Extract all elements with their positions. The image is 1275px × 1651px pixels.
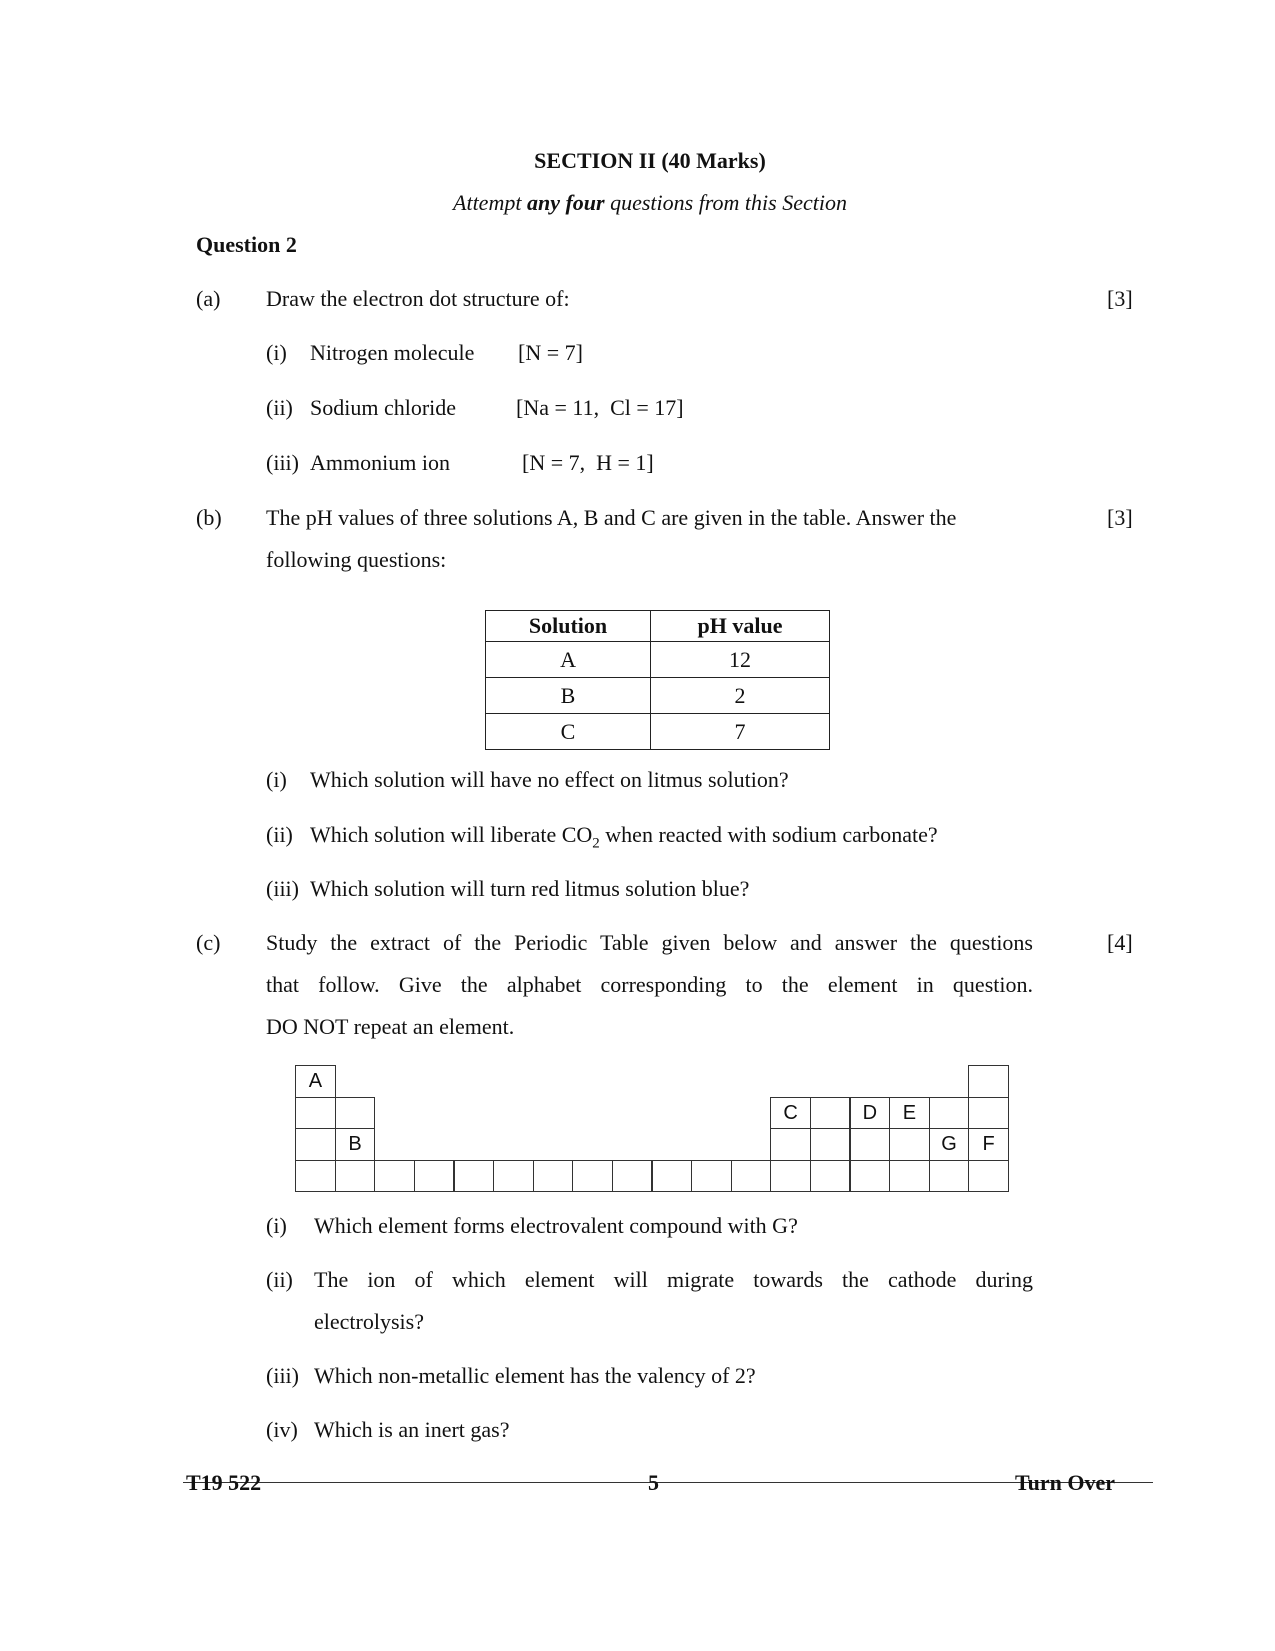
periodic-cell — [414, 1160, 455, 1193]
part-a-text: Draw the electron dot structure of: — [266, 286, 570, 311]
periodic-cell — [889, 1128, 930, 1161]
periodic-cell — [968, 1065, 1009, 1098]
ph-table-cell: B — [486, 678, 651, 714]
part-a-label: (a) — [196, 286, 221, 311]
part-a-item-num: (i) — [266, 340, 287, 365]
periodic-cell-b: B — [335, 1128, 376, 1161]
periodic-cell-e: E — [889, 1097, 930, 1130]
periodic-cell — [533, 1160, 574, 1193]
periodic-cell — [770, 1160, 811, 1193]
part-c-marks: [4] — [1107, 930, 1133, 955]
part-c-text-line2: that follow. Give the alphabet corresponding to the element in question. — [266, 972, 1033, 997]
periodic-cell — [968, 1160, 1009, 1193]
periodic-cell-a: A — [295, 1065, 336, 1098]
periodic-cell — [770, 1128, 811, 1161]
periodic-cell — [691, 1160, 732, 1193]
periodic-cell — [453, 1160, 494, 1193]
part-a-item-data: [Na = 11, Cl = 17] — [516, 395, 684, 420]
periodic-cell — [493, 1160, 534, 1193]
part-b-item-num: (i) — [266, 767, 287, 792]
ph-table-header-row — [486, 611, 830, 642]
part-a-marks: [3] — [1107, 286, 1133, 311]
part-c-item-num: (iii) — [266, 1363, 299, 1388]
part-b-item-num: (iii) — [266, 876, 299, 901]
footer-code: T19 522 — [186, 1470, 262, 1495]
part-b-item-text: Which solution will liberate $CO_2$ when reacted with sodium carbonate? — [310, 822, 938, 852]
part-b-label: (b) — [196, 505, 222, 530]
question-title: Question 2 — [196, 232, 297, 257]
periodic-cell — [731, 1160, 772, 1193]
periodic-cell — [335, 1097, 376, 1130]
section-title: SECTION II (40 Marks) — [534, 148, 766, 173]
periodic-cell — [335, 1160, 376, 1193]
part-c-item-num: (iv) — [266, 1417, 298, 1442]
periodic-cell — [295, 1128, 336, 1161]
periodic-cell — [929, 1097, 970, 1130]
ph-table-cell: 2 — [651, 678, 830, 714]
ph-table-cell: 12 — [651, 642, 830, 678]
part-b-item-text: Which solution will turn red litmus solution blue? — [310, 876, 750, 901]
part-b-text-line1: The pH values of three solutions A, B and C are given in the table. Answer the — [266, 505, 957, 530]
part-b-marks: [3] — [1107, 505, 1133, 530]
periodic-cell — [295, 1097, 336, 1130]
part-a-item-num: (iii) — [266, 450, 299, 475]
table-row — [486, 642, 830, 678]
table-row — [486, 714, 830, 750]
periodic-cell — [889, 1160, 930, 1193]
part-a-item-data: [N = 7, H = 1] — [522, 450, 654, 475]
periodic-cell — [572, 1160, 613, 1193]
part-b-item-text: Which solution will have no effect on litmus solution? — [310, 767, 789, 792]
periodic-cell-c: C — [770, 1097, 811, 1130]
periodic-cell — [810, 1128, 851, 1161]
part-a-item-data: [N = 7] — [518, 340, 583, 365]
footer-turn-over: Turn Over — [1015, 1470, 1116, 1495]
ph-table — [485, 610, 830, 750]
part-a-item-num: (ii) — [266, 395, 293, 420]
ph-table-cell: C — [486, 714, 651, 750]
part-c-item-text: The ion of which element will migrate towards the cathode during — [314, 1267, 1033, 1292]
ph-table-header: Solution — [486, 611, 651, 642]
part-c-item-text: Which is an inert gas? — [314, 1417, 510, 1442]
periodic-cell-g: G — [929, 1128, 970, 1161]
part-c-item-num: (ii) — [266, 1267, 293, 1292]
part-c-label: (c) — [196, 930, 221, 955]
part-b-text-line2: following questions: — [266, 547, 447, 572]
part-c-item-text: Which element forms electrovalent compound with G? — [314, 1213, 798, 1238]
part-c-text-line3: DO NOT repeat an element. — [266, 1014, 515, 1039]
footer-rule — [183, 1482, 1153, 1483]
ph-table-cell: A — [486, 642, 651, 678]
periodic-cell — [849, 1128, 890, 1161]
periodic-cell — [612, 1160, 653, 1193]
part-b-item-num: (ii) — [266, 822, 293, 847]
periodic-cell — [849, 1160, 890, 1193]
periodic-cell — [295, 1160, 336, 1193]
ph-table-header: pH value — [651, 611, 830, 642]
page-number: 5 — [648, 1470, 659, 1495]
part-c-item-text: electrolysis? — [314, 1309, 424, 1334]
periodic-cell — [651, 1160, 692, 1193]
periodic-cell — [929, 1160, 970, 1193]
part-a-item-name: Nitrogen molecule — [310, 340, 475, 365]
part-c-text-line1: Study the extract of the Periodic Table given below and answer the questions — [266, 930, 1033, 955]
section-instruction: Attempt any four questions from this Section — [453, 190, 847, 215]
periodic-cell-f: F — [968, 1128, 1009, 1161]
periodic-cell — [810, 1160, 851, 1193]
periodic-cell — [810, 1097, 851, 1130]
table-row — [486, 678, 830, 714]
periodic-cell — [968, 1097, 1009, 1130]
periodic-cell — [374, 1160, 415, 1193]
part-c-item-text: Which non-metallic element has the valency of 2? — [314, 1363, 756, 1388]
periodic-cell-d: D — [849, 1097, 890, 1130]
ph-table-cell: 7 — [651, 714, 830, 750]
part-a-item-name: Ammonium ion — [310, 450, 450, 475]
part-c-item-num: (i) — [266, 1213, 287, 1238]
part-a-item-name: Sodium chloride — [310, 395, 457, 420]
